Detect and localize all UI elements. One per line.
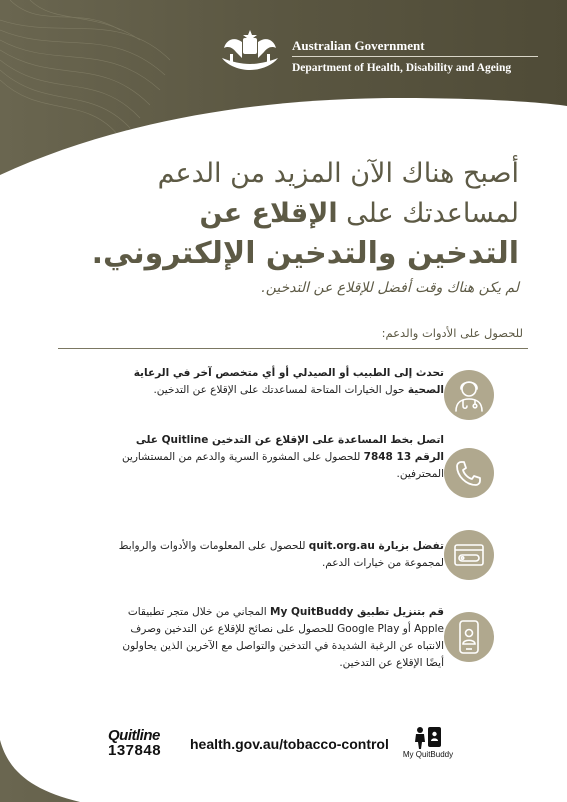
headline-line-2-regular: لمساعدتك على xyxy=(337,198,519,229)
headline-line-1: أصبح هناك الآن المزيد من الدعم xyxy=(157,158,519,189)
footer-url-link[interactable]: health.gov.au/tobacco-control xyxy=(190,736,389,752)
list-item-health-professional xyxy=(114,365,444,399)
quitline-logo-word: Quitline xyxy=(108,727,160,744)
list-item-my-quitbuddy xyxy=(114,604,444,672)
my-quitbuddy-logo xyxy=(398,722,458,762)
item-2-text: للحصول على المشورة السرية والدعم من المستشارين المحترفين. xyxy=(121,451,444,480)
item-4-bold: قم بتنزيل تطبيق My QuitBuddy xyxy=(270,606,444,618)
my-quitbuddy-label: My QuitBuddy xyxy=(402,750,454,759)
health-professional-icon xyxy=(444,370,494,420)
headline-line-3: التدخين والتدخين الإلكتروني. xyxy=(91,236,519,271)
quitline-logo-number: 137848 xyxy=(108,742,162,759)
list-item-quitline xyxy=(114,432,444,483)
headline-line-2-bold: الإقلاع عن xyxy=(199,198,338,229)
phone-icon xyxy=(444,448,494,498)
department-name: Department of Health, Disability and Ageing xyxy=(292,62,512,74)
mobile-app-icon xyxy=(444,612,494,662)
quitline-logo xyxy=(108,728,172,759)
coat-of-arms-icon xyxy=(216,28,284,76)
item-1-text: حول الخيارات المتاحة لمساعدتك على الإقلاع عن التدخين. xyxy=(153,384,408,396)
section-divider xyxy=(58,348,528,349)
section-title: للحصول على الأدوات والدعم: xyxy=(381,326,523,340)
government-header xyxy=(216,28,546,80)
quitbuddy-figure-icon xyxy=(398,722,458,750)
browser-window-icon xyxy=(444,530,494,580)
item-3-text: للحصول على المعلومات والأدوات والروابط لمجموعة من خيارات الدعم. xyxy=(118,540,444,569)
item-3-bold: تفضل بزيارة quit.org.au xyxy=(308,540,444,552)
government-title: Australian Government xyxy=(292,38,425,53)
headline-subtitle: لم يكن هناك وقت أفضل للإقلاع عن التدخين. xyxy=(261,280,519,296)
headline-line-2 xyxy=(199,198,519,229)
item-4-text: المجاني من خلال متجر تطبيقات Apple أو Google Play للحصول على نصائح للإقلاع عن التدخين وصرف الانتباه عن الرغبة الشديدة في التدخين والتواصل مع الآخرين الذين يحاولون أيضًا الإقلاع عن التدخين. xyxy=(122,606,444,669)
item-2-bold: اتصل بخط المساعدة على الإقلاع عن التدخين Quitline على الرقم 13 7848 xyxy=(135,434,444,463)
list-item-website xyxy=(114,538,444,572)
header-divider xyxy=(292,56,538,57)
item-1-bold: تحدث إلى الطبيب أو الصيدلي أو أي متخصص آخر في الرعاية الصحية xyxy=(133,367,444,396)
